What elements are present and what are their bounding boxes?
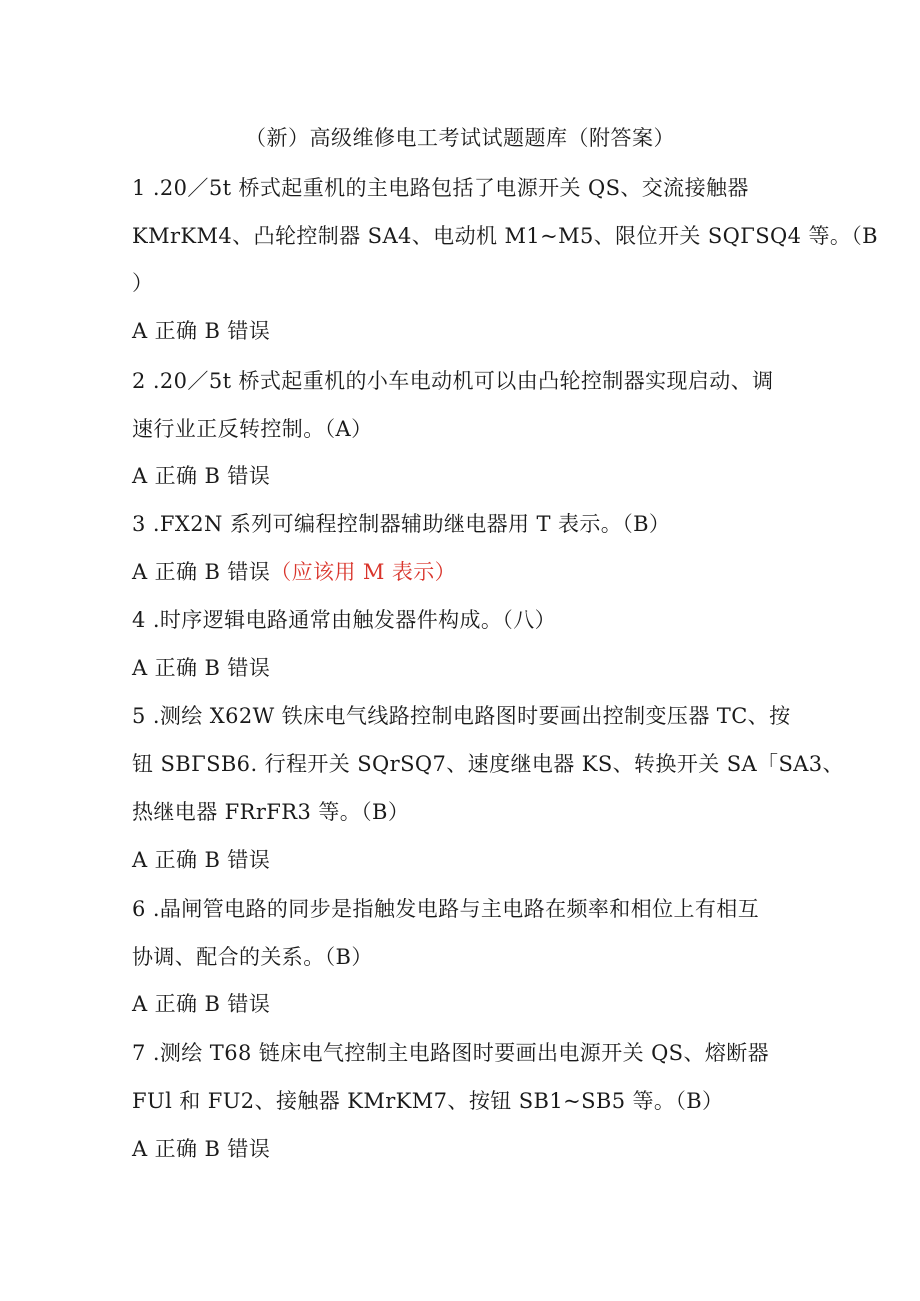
question-7-options: A 正确 B 错误: [132, 1137, 271, 1161]
question-4-options: A 正确 B 错误: [132, 656, 271, 680]
question-7-line-1: 7 .测绘 T68 链床电气控制主电路图时要画出电源开关 QS、熔断器: [132, 1041, 770, 1065]
question-1-line-2: KMrKM4、凸轮控制器 SA4、电动机 M1~M5、限位开关 SQΓSQ4 等。（B: [132, 224, 878, 248]
question-6-options: A 正确 B 错误: [132, 992, 271, 1016]
question-5-line-2: 钮 SBΓSB6. 行程开关 SQrSQ7、速度继电器 KS、转换开关 SA「SA3、: [132, 752, 844, 776]
question-4-line-1: 4 .时序逻辑电路通常由触发器件构成。（八）: [132, 608, 557, 632]
question-7-line-2: FUl 和 FU2、接触器 KMrKM7、按钮 SB1~SB5 等。（B）: [132, 1089, 724, 1113]
question-6-line-2: 协调、配合的关系。（B）: [132, 945, 373, 969]
question-5-line-3: 热继电器 FRrFR3 等。（B）: [132, 800, 410, 824]
question-3-options: A 正确 B 错误: [132, 560, 271, 584]
answer-note: （应该用 M 表示）: [270, 560, 457, 584]
question-1-options: A 正确 B 错误: [132, 319, 271, 343]
question-2-options: A 正确 B 错误: [132, 464, 271, 488]
question-3-options-row: [132, 556, 832, 586]
question-2-line-1: 2 .20／5t 桥式起重机的小车电动机可以由凸轮控制器实现启动、调: [132, 369, 774, 393]
document-title: （新）高级维修电工考试试题题库（附答案）: [245, 126, 675, 150]
question-6-line-1: 6 .晶闸管电路的同步是指触发电路与主电路在频率和相位上有相互: [132, 897, 760, 921]
question-3-line-1: 3 .FX2N 系列可编程控制器辅助继电器用 T 表示。（B）: [132, 512, 671, 536]
question-1-line-3: ）: [132, 271, 154, 295]
question-2-line-2: 速行业正反转控制。（A）: [132, 417, 373, 441]
question-1-line-1: 1 .20／5t 桥式起重机的主电路包括了电源开关 QS、交流接触器: [132, 176, 749, 200]
question-5-line-1: 5 .测绘 X62W 铁床电气线路控制电路图时要画出控制变压器 TC、按: [132, 704, 791, 728]
question-5-options: A 正确 B 错误: [132, 848, 271, 872]
